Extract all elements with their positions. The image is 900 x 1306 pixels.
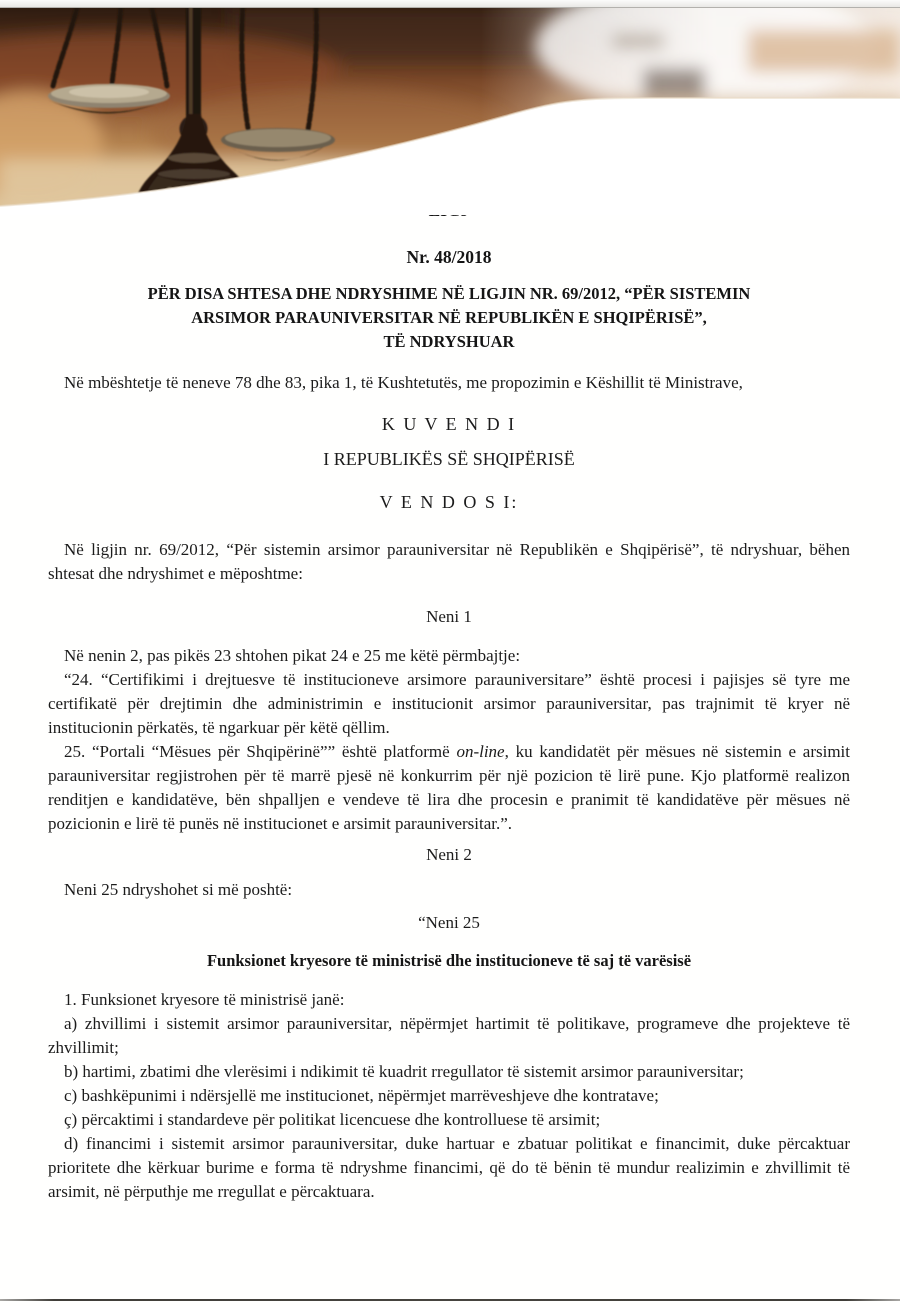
point-25-text-post: , ku kandidatët për mësues në sistemin e arsimit parauniversitar regjistrohen për të marrë pjesë në konkurrim për një pozicion të lirë pune. Kjo platformë realizon renditjen e kandidatëve, bën shpalljen e vendeve të lira dhe procesin e pranimit të kandidatëve për mësues në pozicionin e lirë të punës në institucionet e arsimit parauniversitar.”. <box>48 742 850 833</box>
article-2-heading: Neni 2 <box>426 845 472 864</box>
point-25-online-term: on-line <box>456 742 505 761</box>
article-1-point-24: “24. “Certifikimi i drejtuesve të institucioneve arsimore parauniversitare” është procesi i pajisjes së tyre me certifikatë për drejtimin dhe administrimin e institucionit arsimor parauniversitar, pas trajnimit të kryer në institucionin përkatës, të ngarkuar për këtë qëllim. <box>48 670 850 737</box>
article-1-point-25 <box>48 740 850 836</box>
scales-of-justice-icon <box>0 8 900 215</box>
document-body <box>0 199 900 1204</box>
functions-intro: 1. Funksionet kryesore të ministrisë janë: <box>64 990 345 1009</box>
point-25-text-pre: 25. “Portali “Mësues për Shqipërinë”” është platformë <box>64 742 457 761</box>
preamble-paragraph: Në mbështetje të neneve 78 dhe 83, pika 1, të Kushtetutës, me propozimin e Këshillit të Ministrave, <box>64 373 743 392</box>
article-25-subheading: “Neni 25 <box>418 913 480 932</box>
article-1-heading: Neni 1 <box>426 607 472 626</box>
law-title-line2: ARSIMOR PARAUNIVERSITAR NË REPUBLIKËN E SHQIPËRISË”, <box>191 308 707 327</box>
law-title-line1: PËR DISA SHTESA DHE NDRYSHIME NË LIGJIN NR. 69/2012, “PËR SISTEMIN <box>147 284 751 303</box>
function-item-c-cedilla: ç) përcaktimi i standardeve për politikat licencuese dhe kontrolluese të arsimit; <box>64 1110 601 1129</box>
article-25-subtitle: Funksionet kryesore të ministrisë dhe institucioneve të saj të varësisë <box>206 951 692 970</box>
law-title-line3: TË NDRYSHUAR <box>383 332 515 351</box>
function-item-c: c) bashkëpunimi i ndërsjellë me institucionet, nëpërmjet marrëveshjeve dhe kontratave; <box>64 1086 659 1105</box>
top-border-strip <box>0 0 900 8</box>
law-number: Nr. 48/2018 <box>406 247 492 267</box>
article-2-lead: Neni 25 ndryshohet si më poshtë: <box>64 880 293 899</box>
function-item-b: b) hartimi, zbatimi dhe vlerësimi i ndikimit të kuadrit rregullator të sistemit arsimor parauniversitar; <box>64 1062 744 1081</box>
function-item-d: d) financimi i sistemit arsimor parauniversitar, duke hartuar e zbatuar politikat e financimit, duke përcaktuar prioritete dhe kërkuar burime e forma të ndryshme financimi, që do të bënin të mundur realizimin e zhvillimit të arsimit, në përputhje me rregullat e përcaktuara. <box>48 1134 850 1201</box>
law-title <box>48 282 850 354</box>
decides-heading: V E N D O S I: <box>379 492 519 512</box>
page-bottom-edge <box>0 1299 900 1301</box>
header-banner <box>0 8 900 215</box>
article-1-lead: Në nenin 2, pas pikës 23 shtohen pikat 24 e 25 me këtë përmbajtje: <box>64 646 521 665</box>
republic-heading: I REPUBLIKËS SË SHQIPËRISË <box>323 449 575 469</box>
intro-paragraph: Në ligjin nr. 69/2012, “Për sistemin arsimor parauniversitar në Republikën e Shqipërisë”, të ndryshuar, bëhen shtesat dhe ndryshimet e mëposhtme: <box>48 540 850 583</box>
function-item-a: a) zhvillimi i sistemit arsimor parauniversitar, nëpërmjet hartimit të politikave, programeve dhe projekteve të zhvillimit; <box>48 1014 850 1057</box>
assembly-heading: K U V E N D I <box>381 414 517 434</box>
